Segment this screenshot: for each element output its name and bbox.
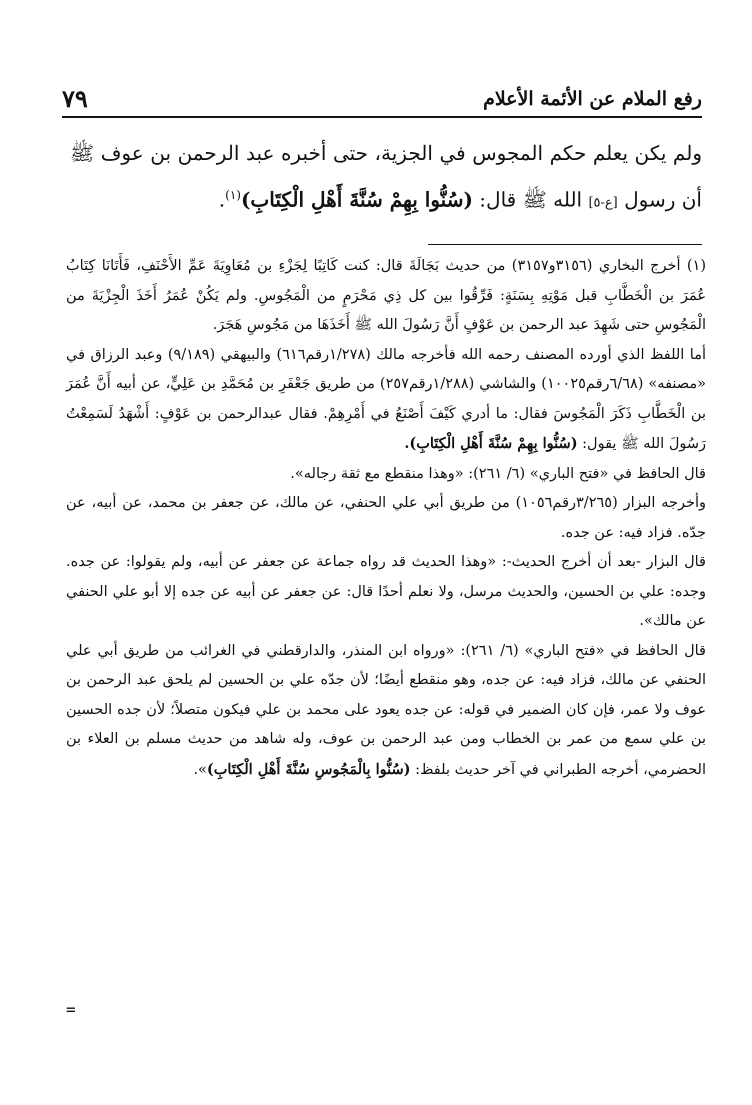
footnote-paragraph [66, 637, 706, 786]
footnote-divider [428, 244, 702, 245]
footnote-text-end: ». [193, 761, 207, 778]
footnote-paragraph: قال البزار -بعد أن أخرج الحديث-: «وهذا الحديث قد رواه جماعة عن جعفر عن أبيه، ولم يقولوا: عن جده. وجده: علي بن الحسين، والحديث مرسل، ولا نعلم أحدًا قال: عن جعفر عن أبيه عن جده إلا أبو علي الحنفي عن مالك». [66, 554, 706, 629]
manuscript-reference: [ع-٥] [588, 195, 618, 211]
footnote-text: أما اللفظ الذي أورده المصنف رحمه الله فأخرجه مالك (١/٢٧٨رقم٦١٦) والبيهقي (٩/١٨٩) وعبد الرزاق في «مصنفه» (٦/٦٨رقم١٠٠٢٥) والشاشي (١/٢٨٨رقم٢٥٧) من طريق جَعْفَرِ بن مُحَمَّدِ بن عَلِيٍّ، عن أبيه أَنَّ عُمَرَ بن الْخَطَّابِ ذَكَرَ الْمَجُوسَ فقال: ما أدري كَيْفَ أَصْنَعُ في أَمْرِهِمْ. فقال عبدالرحمن بن عَوْفٍ: أَشْهَدُ لَسَمِعْتُ رَسُولَ الله ﷺ يقول: [66, 346, 707, 452]
page-number: ٧٩ [62, 84, 88, 113]
footnote-paragraph: وأخرجه البزار (٣/٢٦٥رقم١٠٥٦) من طريق أبي علي الحنفي، عن مالك، عن جعفر بن محمد، عن أبيه، عن جدّه. فزاد فيه: عن جده. [66, 495, 706, 541]
page-header [62, 84, 702, 118]
running-title: رفع الملام عن الأئمة الأعلام [483, 88, 702, 110]
footnote-paragraph [66, 341, 706, 460]
hadith-quote: (سُنُّوا بِهِمْ سُنَّةَ أَهْلِ الْكِتَابِ) [240, 187, 473, 212]
footnote-hadith-quote: (سُنُّوا بِهِمْ سُنَّةَ أَهْلِ الْكِتَابِ). [404, 435, 578, 452]
main-body-text [70, 132, 702, 225]
footnote-marker[interactable]: (١) [225, 188, 241, 202]
footnote-paragraph: قال الحافظ في «فتح الباري» (٦/ ٢٦١): «وهذا منقطع مع ثقة رجاله». [290, 465, 706, 482]
end-mark: = [66, 1000, 76, 1019]
main-text-before-quote: ولم يكن يعلم حكم المجوس في الجزية، حتى أخبره عبد الرحمن بن عوف ﷺ أن رسول [70, 141, 702, 212]
main-text-end: . [218, 187, 226, 212]
footnote-text: قال الحافظ في «فتح الباري» (٦/ ٢٦١): «ورواه ابن المنذر، والدارقطني في الغرائب من طريق أبي علي الحنفي عن مالك، فزاد فيه: عن جده، وهو منقطع أيضًا؛ لأن جدّه علي بن الحسين لم يلحق عبد الرحمن بن عوف ولا عمر، فإن كان الضمير في قوله: عن جده يعود على محمد بن علي فيكون متصلاً؛ لأن جده الحسين بن علي سمع من عمر بن الخطاب ومن عبد الرحمن بن عوف، وله شاهد من حديث مسلم بن العلاء بن الحضرمي، أخرجه الطبراني في آخر حديث بلفظ: [66, 642, 706, 778]
main-text-middle: الله ﷺ قال: [472, 187, 589, 212]
main-paragraph [70, 132, 702, 225]
footnotes-section [66, 252, 706, 785]
footnote-paragraph: (١) أخرج البخاري (٣١٥٦و٣١٥٧) من حديث بَجَالَةَ قال: كنت كَاتِبًا لِجَزْءِ بن مُعَاوِيَةَ عَمِّ الأَحْنَفِ، فَأَتَانَا كِتَابُ عُمَرَ بن الْخَطَّابِ قبل مَوْتِهِ بِسَنَةٍ: فَرِّقُوا بين كل ذِي مَحْرَمٍ من الْمَجُوسِ. ولم يَكُنْ عُمَرُ أَخَذَ الْجِزْيَةَ من الْمَجُوسِ حتى شَهِدَ عبد الرحمن بن عَوْفٍ أَنَّ رَسُولَ الله ﷺ أَخَذَهَا من مَجُوسِ هَجَرَ. [66, 258, 706, 333]
footnote-hadith-quote: (سُنُّوا بِالْمَجُوسِ سُنَّةَ أَهْلِ الْكِتَابِ) [206, 760, 411, 778]
